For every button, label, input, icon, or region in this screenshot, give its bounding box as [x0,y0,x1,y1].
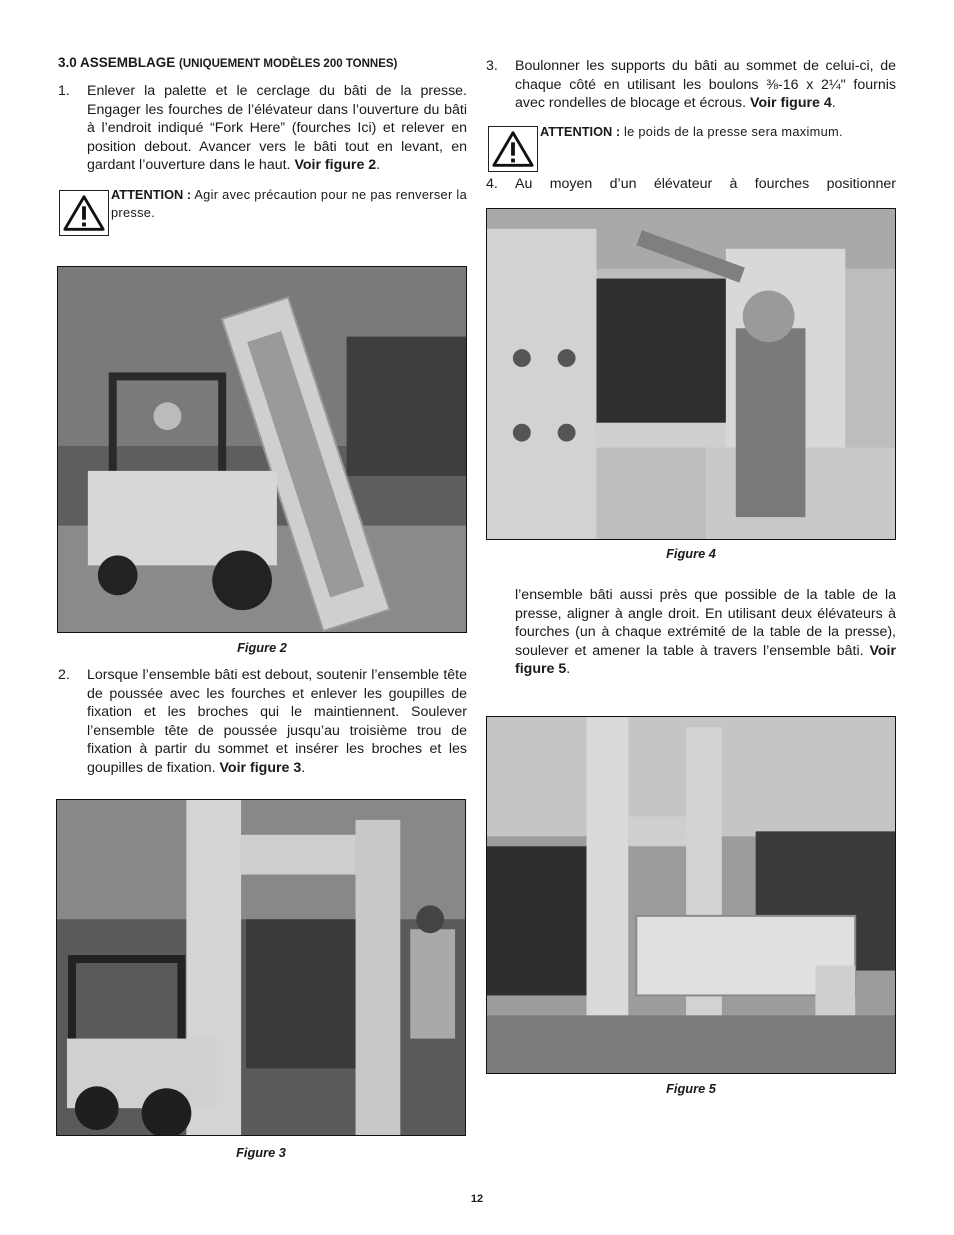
figure-4-photo [486,208,896,540]
warning-2-text: ATTENTION : le poids de la presse sera maximum. [540,124,843,139]
step-number: 4. [486,176,498,192]
warning-label: ATTENTION : [111,187,192,202]
figure-reference: Voir figure 3 [219,759,302,776]
figure-reference: Voir figure 4 [750,95,832,112]
step-number: 3. [486,58,498,74]
figure-3-photo [56,799,466,1136]
section-subtitle: (UNIQUEMENT MODÈLES 200 TONNES) [179,58,398,70]
figure-reference: Voir figure 5 [515,642,896,678]
figure-4-caption: Figure 4 [666,546,716,561]
step-number: 1. [58,83,70,99]
step-4-continued [515,586,896,679]
section-title: 3.0 ASSEMBLAGE [58,55,176,70]
step-text: Enlever la palette et le cerclage du bâti de la presse. Engager les fourches de l’élévateur dans l’ouverture du bâti à l’endroit indiqué “Fork Here” (fourches Ici) et relever en position debout. Avancer vers le bâti tout en levant, en gardant l’ouverture dans le haut. Voir figure 2. [87,83,467,174]
figure-3-caption: Figure 3 [236,1145,286,1160]
step-text-part-2: l’ensemble bâti aussi près que possible de la table de la presse, aligner à angle droit. En utilisant deux élévateurs à fourches (un à chaque extrémité de la table de la presse), soulever et amener la table à travers l’ensemble bâti. Voir figure 5. [515,587,896,678]
step-text: Boulonner les supports du bâti au sommet de celui-ci, de chaque côté en utilisant les boulons ⅜-16 x 2¼" fournis avec rondelles de blocage et écrous. Voir figure 4. [515,58,896,112]
step-3 [486,57,896,113]
figure-2-photo [57,266,467,633]
warning-triangle-icon [59,190,109,236]
figure-5-caption: Figure 5 [666,1081,716,1096]
step-number: 2. [58,667,70,683]
figure-5-photo [486,716,896,1074]
figure-reference: Voir figure 2 [294,157,377,174]
page-number: 12 [470,1193,484,1205]
section-heading [58,55,397,70]
step-text: Lorsque l’ensemble bâti est debout, soutenir l’ensemble tête de poussée avec les fourches et enlever les goupilles de fixation et les broches qui le maintiennent. Soulever l’ensemble tête de poussée jusqu’au troisième trou de fixation à partir du sommet et insérer les broches et les goupilles de fixation. Voir figure 3. [87,667,467,776]
warning-triangle-icon [488,126,538,172]
warning-label: ATTENTION : [540,124,621,139]
step-2 [58,666,467,778]
step-text-part-1: Au moyen d’un élévateur à fourches positionner [515,176,896,192]
step-1 [58,82,467,175]
step-4 [486,175,896,194]
figure-2-caption: Figure 2 [237,640,287,655]
warning-1-text: ATTENTION : Agir avec précaution pour ne pas renverser la presse. [111,187,467,220]
